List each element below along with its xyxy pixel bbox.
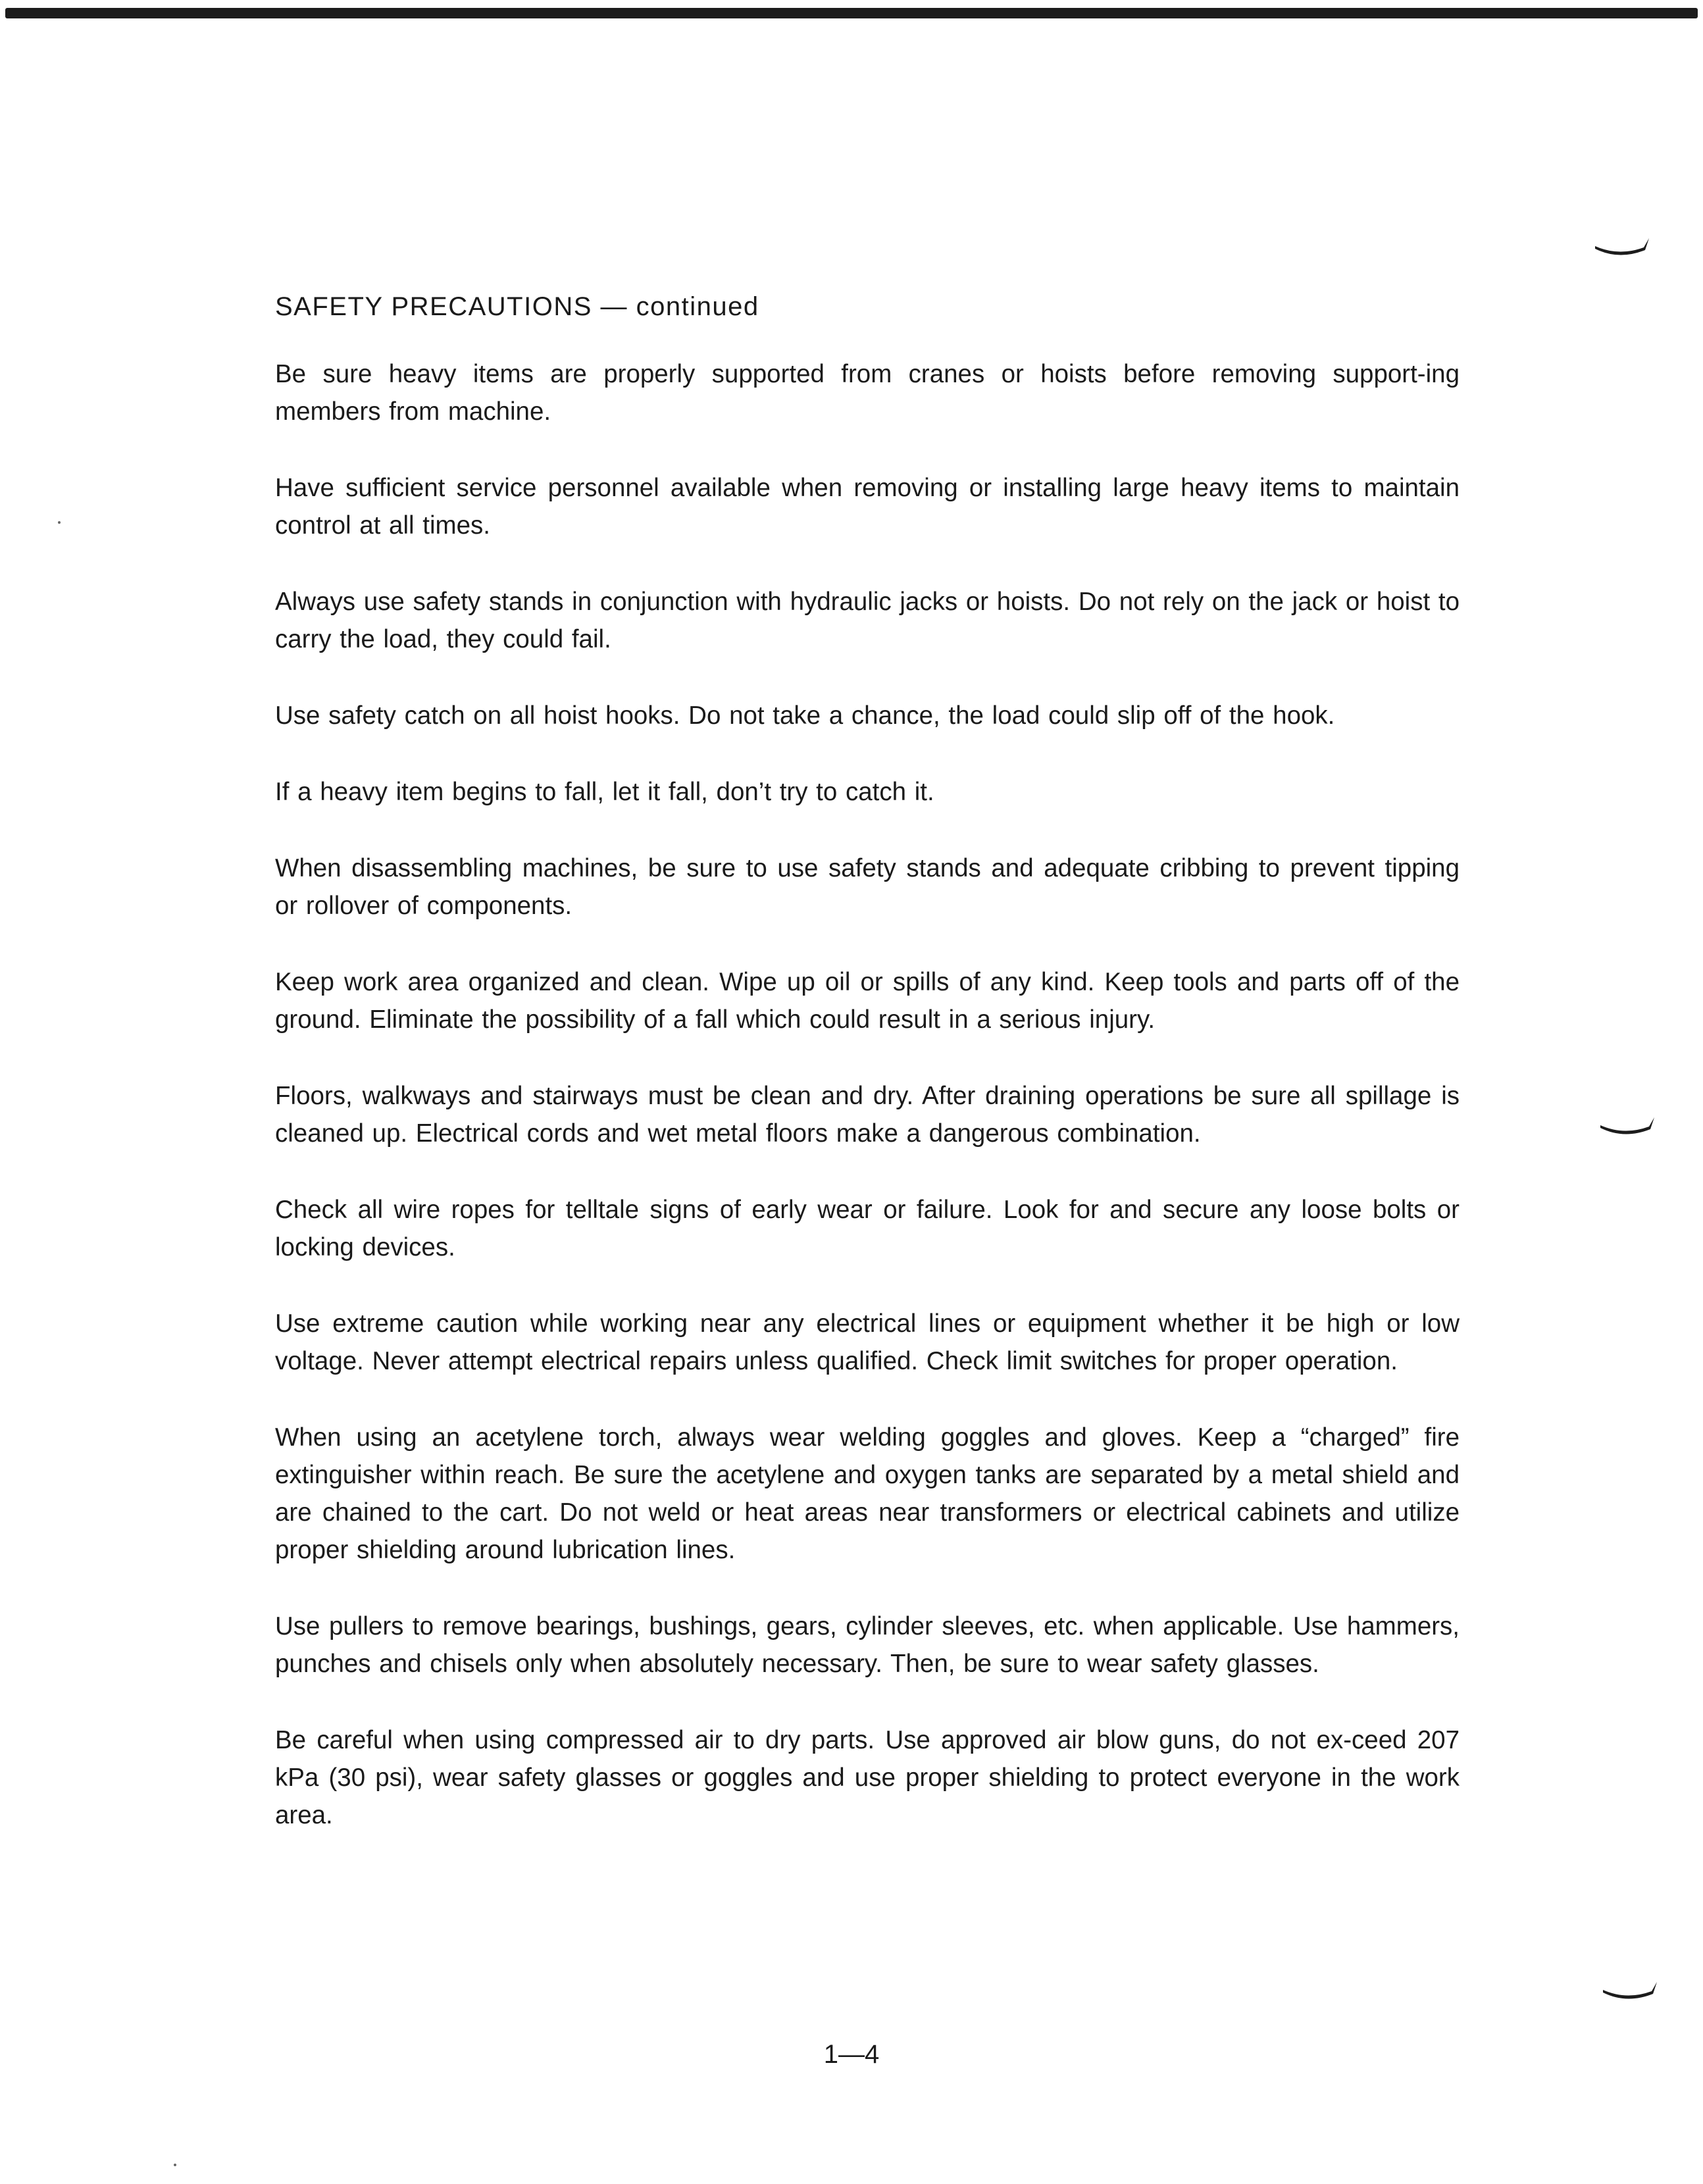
document-body: [275, 288, 1460, 1873]
paragraph-crane-support: Be sure heavy items are properly supported from cranes or hoists before removing support-ing members from machine.: [275, 360, 1460, 426]
paragraph-wire-ropes: Check all wire ropes for telltale signs of early wear or failure. Look for and secure any loose bolts or locking devices.: [275, 1196, 1460, 1261]
paragraph-safety-stands: Always use safety stands in conjunction with hydraulic jacks or hoists. Do not rely on the jack or hoist to carry the load, they could fail.: [275, 588, 1460, 653]
paragraph-electrical: Use extreme caution while working near any electrical lines or equipment whether it be high or low voltage. Never attempt electrical repairs unless qualified. Check limit switches for proper operation.: [275, 1309, 1460, 1375]
paragraph-acetylene-torch: When using an acetylene torch, always wear welding goggles and gloves. Keep a “charged” fire extinguisher within reach. Be sure the acetylene and oxygen tanks are separated by a metal shield and are chained to the cart. Do not weld or heat areas near transformers or electrical cabinets and utilize proper shielding around lubrication lines.: [275, 1423, 1460, 1564]
binder-mark-icon: [1598, 1113, 1657, 1140]
paragraph-compressed-air: Be careful when using compressed air to dry parts. Use approved air blow guns, do not ex-ceed 207 kPa (30 psi), wear safety glasses or goggles and use proper shielding to protect everyone in the work area.: [275, 1726, 1460, 1829]
scan-speck: [174, 2164, 176, 2166]
paragraph-floors: Floors, walkways and stairways must be clean and dry. After draining operations be sure all spillage is cleaned up. Electrical cords and wet metal floors make a dangerous combination.: [275, 1082, 1460, 1148]
paragraph-safety-catch: Use safety catch on all hoist hooks. Do not take a chance, the load could slip off of the hook.: [275, 701, 1335, 730]
page-number: 1—4: [823, 2040, 880, 2069]
scan-speck: [58, 521, 61, 524]
paragraph-disassembling: When disassembling machines, be sure to use safety stands and adequate cribbing to prevent tipping or rollover of components.: [275, 854, 1460, 920]
paragraph-service-personnel: Have sufficient service personnel available when removing or installing large heavy items to maintain control at all times.: [275, 474, 1460, 540]
binder-mark-icon: [1600, 1978, 1660, 2004]
paragraph-work-area: Keep work area organized and clean. Wipe up oil or spills of any kind. Keep tools and parts off of the ground. Eliminate the possibility of a fall which could result in a serious injury.: [275, 968, 1460, 1034]
paragraph-falling-item: If a heavy item begins to fall, let it fall, don’t try to catch it.: [275, 778, 934, 806]
section-heading: SAFETY PRECAUTIONS — continued: [275, 292, 759, 321]
top-rule: [5, 8, 1698, 18]
binder-mark-icon: [1592, 234, 1652, 261]
paragraph-pullers: Use pullers to remove bearings, bushings, gears, cylinder sleeves, etc. when applicable. Use hammers, punches and chisels only when absolutely necessary. Then, be sure to wear safety glasses.: [275, 1612, 1460, 1678]
